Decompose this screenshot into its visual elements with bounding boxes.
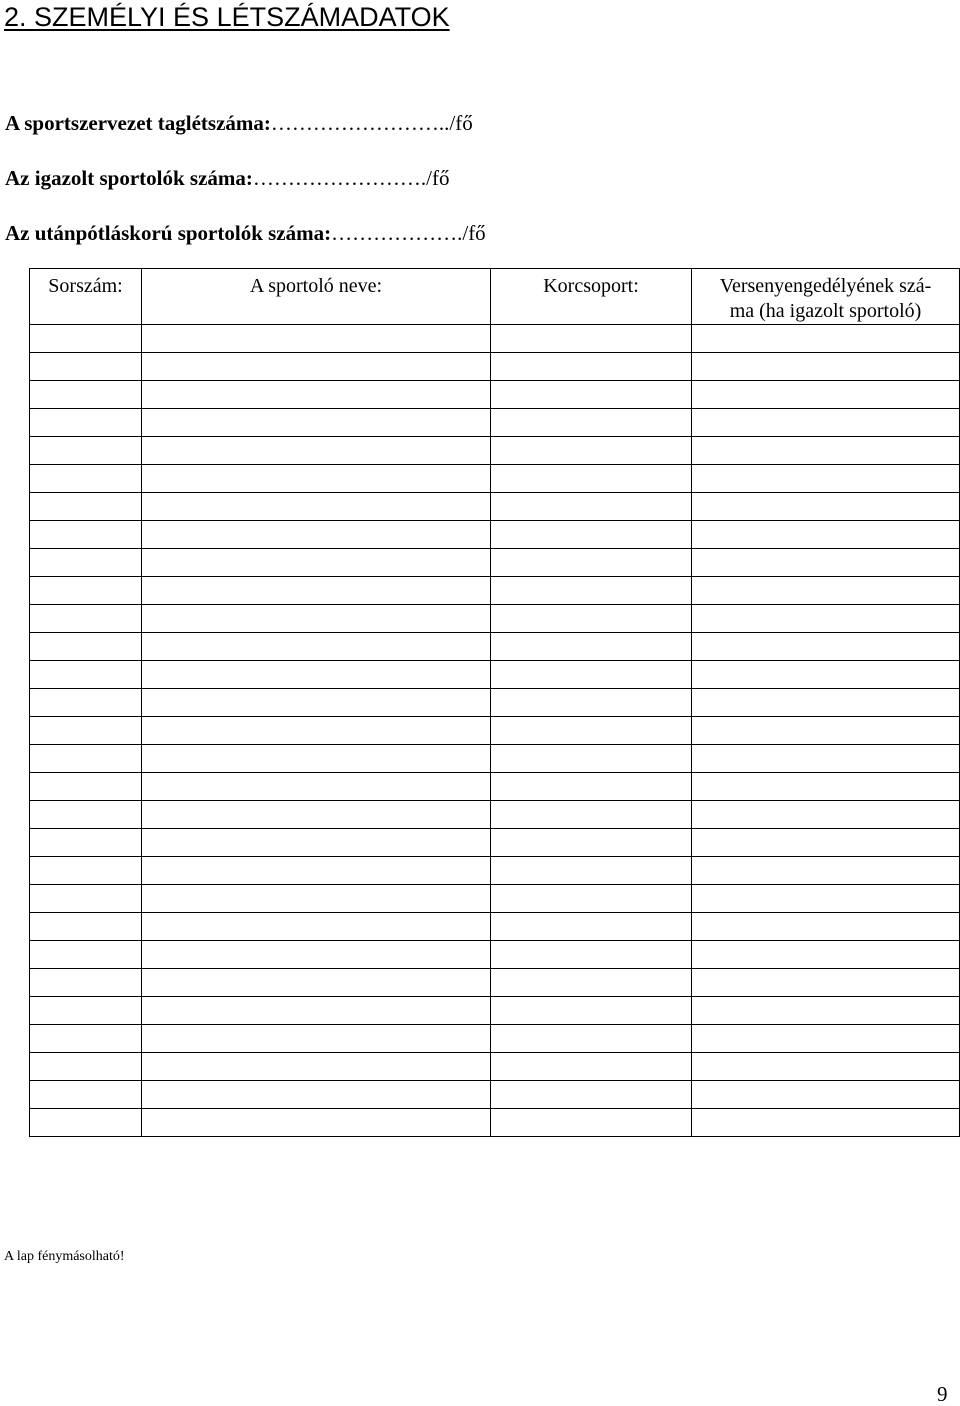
field-youth-athletes-label: Az utánpótláskorú sportolók száma: <box>5 221 332 245</box>
cell-age-group[interactable] <box>491 353 692 381</box>
table-row <box>30 353 960 381</box>
cell-age-group[interactable] <box>491 577 692 605</box>
cell-license-number[interactable] <box>692 605 960 633</box>
table-row <box>30 325 960 353</box>
cell-athlete-name[interactable] <box>142 913 491 941</box>
cell-license-number[interactable] <box>692 1053 960 1081</box>
cell-serial-number[interactable] <box>30 493 142 521</box>
cell-serial-number[interactable] <box>30 773 142 801</box>
cell-serial-number[interactable] <box>30 465 142 493</box>
cell-serial-number[interactable] <box>30 633 142 661</box>
field-licensed-athletes-blank[interactable]: ……………………. <box>252 166 427 190</box>
cell-license-number[interactable] <box>692 325 960 353</box>
cell-age-group[interactable] <box>491 941 692 969</box>
cell-age-group[interactable] <box>491 829 692 857</box>
table-row <box>30 465 960 493</box>
cell-athlete-name[interactable] <box>142 997 491 1025</box>
field-member-count-unit: /fő <box>449 111 473 135</box>
cell-license-number[interactable] <box>692 997 960 1025</box>
table-row <box>30 745 960 773</box>
cell-license-number[interactable] <box>692 577 960 605</box>
table-header-row <box>30 269 960 325</box>
cell-license-number[interactable] <box>692 745 960 773</box>
page-number: 9 <box>937 1382 948 1406</box>
cell-serial-number[interactable] <box>30 689 142 717</box>
table-row <box>30 549 960 577</box>
cell-license-number[interactable] <box>692 1109 960 1137</box>
cell-license-number[interactable] <box>692 857 960 885</box>
cell-license-number[interactable] <box>692 773 960 801</box>
cell-serial-number[interactable] <box>30 885 142 913</box>
table-row <box>30 801 960 829</box>
cell-age-group[interactable] <box>491 661 692 689</box>
table-row <box>30 857 960 885</box>
athletes-table <box>29 268 960 1137</box>
cell-athlete-name[interactable] <box>142 605 491 633</box>
table-body <box>30 325 960 1137</box>
cell-age-group[interactable] <box>491 997 692 1025</box>
table-row <box>30 717 960 745</box>
cell-age-group[interactable] <box>491 549 692 577</box>
cell-license-number[interactable] <box>692 437 960 465</box>
cell-serial-number[interactable] <box>30 969 142 997</box>
cell-athlete-name[interactable] <box>142 437 491 465</box>
cell-athlete-name[interactable] <box>142 633 491 661</box>
cell-serial-number[interactable] <box>30 353 142 381</box>
cell-license-number[interactable] <box>692 717 960 745</box>
table-row <box>30 409 960 437</box>
cell-license-number[interactable] <box>692 689 960 717</box>
table-row <box>30 437 960 465</box>
table-row <box>30 885 960 913</box>
cell-age-group[interactable] <box>491 1053 692 1081</box>
cell-athlete-name[interactable] <box>142 325 491 353</box>
cell-athlete-name[interactable] <box>142 745 491 773</box>
table-row <box>30 493 960 521</box>
cell-serial-number[interactable] <box>30 1053 142 1081</box>
header-license-number <box>692 269 960 325</box>
cell-athlete-name[interactable] <box>142 857 491 885</box>
cell-athlete-name[interactable] <box>142 773 491 801</box>
cell-serial-number[interactable] <box>30 549 142 577</box>
cell-serial-number[interactable] <box>30 1081 142 1109</box>
cell-license-number[interactable] <box>692 633 960 661</box>
header-age-group: Korcsoport: <box>491 269 692 325</box>
cell-serial-number[interactable] <box>30 521 142 549</box>
cell-serial-number[interactable] <box>30 801 142 829</box>
cell-license-number[interactable] <box>692 409 960 437</box>
field-member-count-label: A sportszervezet taglétszáma: <box>5 111 271 135</box>
cell-athlete-name[interactable] <box>142 661 491 689</box>
cell-age-group[interactable] <box>491 325 692 353</box>
cell-athlete-name[interactable] <box>142 689 491 717</box>
table-row <box>30 829 960 857</box>
header-license-number-line1: Versenyengedélyének szá- <box>719 275 932 297</box>
table-row <box>30 1109 960 1137</box>
cell-age-group[interactable] <box>491 465 692 493</box>
cell-serial-number[interactable] <box>30 857 142 885</box>
cell-age-group[interactable] <box>491 885 692 913</box>
table-row <box>30 661 960 689</box>
field-licensed-athletes-unit: /fő <box>426 166 450 190</box>
table-row <box>30 997 960 1025</box>
table-row <box>30 913 960 941</box>
cell-license-number[interactable] <box>692 885 960 913</box>
cell-athlete-name[interactable] <box>142 465 491 493</box>
cell-athlete-name[interactable] <box>142 381 491 409</box>
cell-athlete-name[interactable] <box>142 1109 491 1137</box>
cell-serial-number[interactable] <box>30 1025 142 1053</box>
cell-serial-number[interactable] <box>30 913 142 941</box>
cell-age-group[interactable] <box>491 1081 692 1109</box>
cell-license-number[interactable] <box>692 969 960 997</box>
cell-athlete-name[interactable] <box>142 353 491 381</box>
cell-license-number[interactable] <box>692 465 960 493</box>
cell-license-number[interactable] <box>692 801 960 829</box>
cell-athlete-name[interactable] <box>142 521 491 549</box>
cell-serial-number[interactable] <box>30 717 142 745</box>
cell-serial-number[interactable] <box>30 325 142 353</box>
cell-serial-number[interactable] <box>30 409 142 437</box>
photocopy-note: A lap fénymásolható! <box>4 1249 125 1264</box>
cell-license-number[interactable] <box>692 1081 960 1109</box>
cell-age-group[interactable] <box>491 605 692 633</box>
cell-license-number[interactable] <box>692 941 960 969</box>
cell-athlete-name[interactable] <box>142 941 491 969</box>
cell-age-group[interactable] <box>491 521 692 549</box>
cell-age-group[interactable] <box>491 689 692 717</box>
table-row <box>30 381 960 409</box>
cell-age-group[interactable] <box>491 801 692 829</box>
table-row <box>30 689 960 717</box>
table-row <box>30 521 960 549</box>
table-row <box>30 1025 960 1053</box>
cell-serial-number[interactable] <box>30 997 142 1025</box>
table-row <box>30 941 960 969</box>
table-row <box>30 605 960 633</box>
cell-athlete-name[interactable] <box>142 801 491 829</box>
table-row <box>30 1081 960 1109</box>
cell-license-number[interactable] <box>692 549 960 577</box>
section-title: 2. SZEMÉLYI ÉS LÉTSZÁMADATOK <box>4 2 450 32</box>
cell-age-group[interactable] <box>491 409 692 437</box>
cell-license-number[interactable] <box>692 829 960 857</box>
cell-athlete-name[interactable] <box>142 409 491 437</box>
field-member-count <box>5 110 473 136</box>
cell-serial-number[interactable] <box>30 829 142 857</box>
field-licensed-athletes-label: Az igazolt sportolók száma: <box>5 166 253 190</box>
cell-athlete-name[interactable] <box>142 969 491 997</box>
cell-athlete-name[interactable] <box>142 1081 491 1109</box>
cell-license-number[interactable] <box>692 521 960 549</box>
cell-serial-number[interactable] <box>30 1109 142 1137</box>
cell-age-group[interactable] <box>491 1025 692 1053</box>
cell-license-number[interactable] <box>692 493 960 521</box>
cell-athlete-name[interactable] <box>142 549 491 577</box>
cell-serial-number[interactable] <box>30 745 142 773</box>
cell-age-group[interactable] <box>491 969 692 997</box>
field-youth-athletes-blank[interactable]: ………………. <box>331 221 463 245</box>
cell-athlete-name[interactable] <box>142 885 491 913</box>
header-athlete-name: A sportoló neve: <box>142 269 491 325</box>
cell-serial-number[interactable] <box>30 577 142 605</box>
cell-serial-number[interactable] <box>30 661 142 689</box>
cell-license-number[interactable] <box>692 661 960 689</box>
cell-athlete-name[interactable] <box>142 829 491 857</box>
cell-athlete-name[interactable] <box>142 577 491 605</box>
cell-age-group[interactable] <box>491 857 692 885</box>
cell-serial-number[interactable] <box>30 381 142 409</box>
table-row <box>30 577 960 605</box>
cell-license-number[interactable] <box>692 381 960 409</box>
cell-license-number[interactable] <box>692 913 960 941</box>
cell-athlete-name[interactable] <box>142 493 491 521</box>
cell-serial-number[interactable] <box>30 941 142 969</box>
cell-athlete-name[interactable] <box>142 1053 491 1081</box>
field-youth-athletes <box>5 220 486 246</box>
header-license-number-line2: ma (ha igazolt sportoló) <box>729 300 922 322</box>
table-row <box>30 969 960 997</box>
table-row <box>30 633 960 661</box>
field-member-count-blank[interactable]: …………………….. <box>270 111 450 135</box>
cell-age-group[interactable] <box>491 1109 692 1137</box>
cell-age-group[interactable] <box>491 717 692 745</box>
cell-age-group[interactable] <box>491 493 692 521</box>
cell-age-group[interactable] <box>491 437 692 465</box>
cell-serial-number[interactable] <box>30 605 142 633</box>
cell-age-group[interactable] <box>491 745 692 773</box>
cell-athlete-name[interactable] <box>142 717 491 745</box>
field-youth-athletes-unit: /fő <box>462 221 486 245</box>
header-serial-number: Sorszám: <box>30 269 142 325</box>
field-licensed-athletes <box>5 165 449 191</box>
cell-license-number[interactable] <box>692 1025 960 1053</box>
cell-age-group[interactable] <box>491 381 692 409</box>
table-row <box>30 1053 960 1081</box>
cell-age-group[interactable] <box>491 633 692 661</box>
cell-athlete-name[interactable] <box>142 1025 491 1053</box>
cell-age-group[interactable] <box>491 773 692 801</box>
cell-serial-number[interactable] <box>30 437 142 465</box>
table-row <box>30 773 960 801</box>
cell-age-group[interactable] <box>491 913 692 941</box>
cell-license-number[interactable] <box>692 353 960 381</box>
